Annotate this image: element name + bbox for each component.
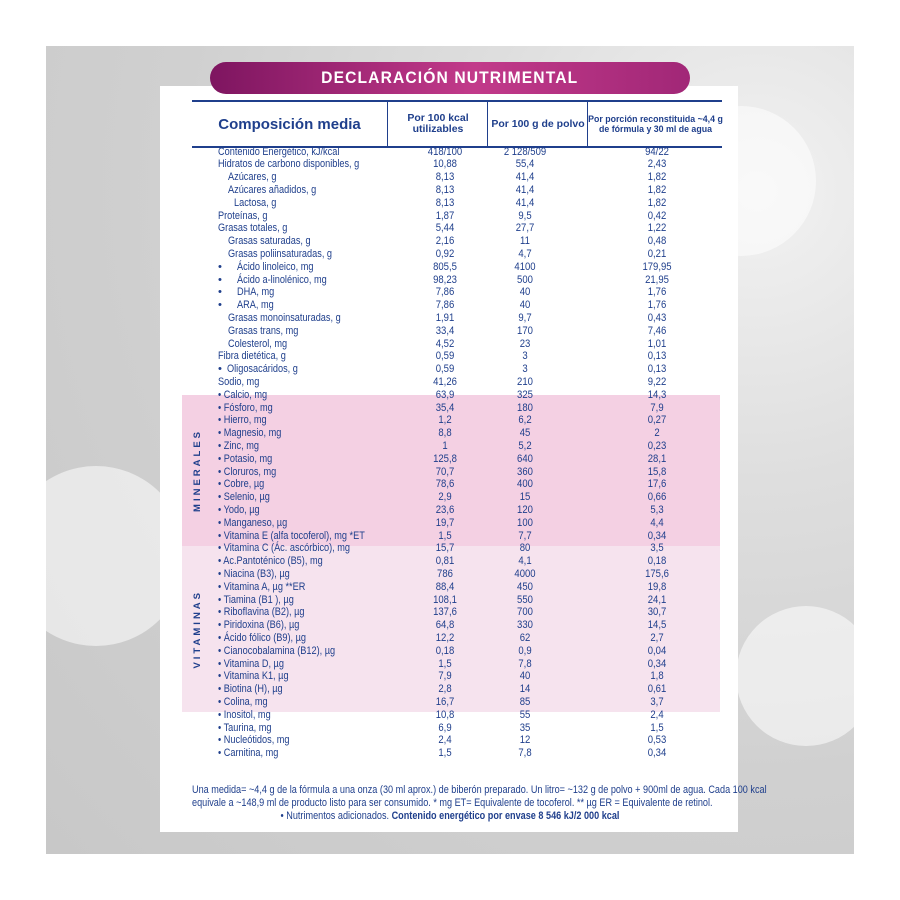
row-value-v3: 0,18	[647, 555, 667, 568]
row-label: • Vitamina K1, µg	[218, 670, 289, 683]
row-value-v3: 0,53	[647, 734, 667, 747]
row-value-v2: 3	[522, 363, 528, 376]
row-label: • Vitamina D, µg	[218, 657, 284, 670]
row-value-v1: 8,13	[435, 183, 455, 196]
row-value-v1: 1,5	[438, 747, 452, 760]
row-value-v2: 55	[519, 708, 531, 721]
row-value-v2: 41,4	[515, 196, 535, 209]
row-value-v1: 8,8	[438, 427, 452, 440]
row-value-v3: 17,6	[647, 478, 667, 491]
row-value-v3: 28,1	[647, 452, 667, 465]
table-row	[0, 606, 900, 619]
table-row	[0, 427, 900, 440]
row-value-v2: 2 128/509	[503, 145, 547, 158]
table-row	[0, 235, 900, 248]
table-row	[0, 683, 900, 696]
row-value-v2: 360	[517, 465, 533, 478]
row-label: Proteínas, g	[218, 209, 268, 222]
row-label: • Ácido fólico (B9), µg	[218, 631, 307, 644]
row-value-v2: 14	[519, 683, 531, 696]
row-label: • Potasio, mg	[218, 452, 273, 465]
row-value-v1: 41,26	[433, 375, 457, 388]
table-row	[0, 734, 900, 747]
footer-notes	[150, 784, 767, 823]
row-value-v3: 1,82	[647, 171, 667, 184]
row-value-v2: 450	[517, 580, 533, 593]
row-value-v3: 9,22	[647, 375, 667, 388]
row-value-v1: 1,87	[435, 209, 455, 222]
row-label: • Cianocobalamina (B12), µg	[218, 644, 336, 657]
row-value-v3: 179,95	[642, 260, 672, 273]
row-value-v2: 41,4	[515, 183, 535, 196]
row-label: Azúcares añadidos, g	[228, 183, 317, 196]
page-title: DECLARACIÓN NUTRIMENTAL	[321, 68, 579, 87]
row-value-v1: 4,52	[435, 337, 455, 350]
row-label: • Cobre, µg	[218, 478, 265, 491]
row-label: • Cloruros, mg	[218, 465, 277, 478]
row-value-v1: 70,7	[435, 465, 455, 478]
row-value-v1: 12,2	[435, 631, 455, 644]
row-value-v3: 94/22	[645, 145, 669, 158]
row-label: • Zinc, mg	[218, 439, 259, 452]
row-value-v1: 0,59	[435, 350, 455, 363]
row-label: • Piridoxina (B6), µg	[218, 619, 300, 632]
row-label: • Biotina (H), µg	[218, 683, 283, 696]
row-label: • Nucleótidos, mg	[218, 734, 290, 747]
row-value-v3: 1,76	[647, 286, 667, 299]
row-value-v1: 0,59	[435, 363, 455, 376]
row-value-v2: 40	[519, 670, 531, 683]
row-value-v3: 7,9	[650, 401, 664, 414]
row-label: • Vitamina C (Ác. ascórbico), mg	[218, 542, 351, 555]
row-value-v2: 9,7	[518, 311, 532, 324]
row-label: DHA, mg	[237, 286, 275, 299]
table-row	[0, 274, 900, 287]
table-row	[0, 491, 900, 504]
row-value-v1: 16,7	[435, 695, 455, 708]
bullet-icon: •	[218, 363, 222, 376]
row-label: Grasas poliinsaturadas, g	[228, 247, 333, 260]
row-value-v2: 325	[517, 388, 533, 401]
row-value-v2: 180	[517, 401, 533, 414]
table-row	[0, 389, 900, 402]
bullet-icon: •	[218, 286, 222, 299]
row-value-v2: 120	[517, 503, 533, 516]
row-value-v1: 2,8	[438, 683, 452, 696]
minerales-label: MINERALES	[191, 429, 203, 512]
row-label: Lactosa, g	[234, 196, 277, 209]
row-label: • Inositol, mg	[218, 708, 271, 721]
row-value-v1: 19,7	[435, 516, 455, 529]
row-label: • Taurina, mg	[218, 721, 272, 734]
table-header	[192, 100, 722, 148]
bullet-icon: •	[218, 260, 222, 273]
row-value-v2: 0,9	[518, 644, 532, 657]
row-value-v2: 330	[517, 619, 533, 632]
table-row	[0, 210, 900, 223]
row-value-v1: 15,7	[435, 542, 455, 555]
row-value-v2: 85	[519, 695, 531, 708]
table-row	[0, 594, 900, 607]
row-label: • Colina, mg	[218, 695, 268, 708]
row-value-v3: 0,13	[647, 363, 667, 376]
table-row	[0, 197, 900, 210]
row-value-v2: 400	[517, 478, 533, 491]
row-value-v3: 0,23	[647, 439, 667, 452]
row-value-v3: 0,48	[647, 235, 667, 248]
row-label: Ácido linoleico, mg	[237, 260, 314, 273]
row-value-v3: 0,34	[647, 529, 667, 542]
row-value-v2: 40	[519, 299, 531, 312]
row-value-v3: 0,61	[647, 683, 667, 696]
row-value-v3: 7,46	[647, 324, 667, 337]
row-value-v1: 7,9	[438, 670, 452, 683]
row-value-v3: 1,01	[647, 337, 667, 350]
row-value-v2: 35	[519, 721, 531, 734]
row-value-v2: 640	[517, 452, 533, 465]
row-value-v3: 5,3	[650, 503, 664, 516]
row-value-v3: 14,3	[647, 388, 667, 401]
row-label: Grasas totales, g	[218, 222, 288, 235]
row-value-v2: 12	[519, 734, 531, 747]
row-value-v1: 418/100	[427, 145, 463, 158]
row-value-v3: 1,22	[647, 222, 667, 235]
row-value-v2: 9,5	[518, 209, 532, 222]
table-row	[0, 350, 900, 363]
row-label: Grasas monoinsaturadas, g	[228, 311, 341, 324]
row-value-v3: 3,7	[650, 695, 664, 708]
table-row	[0, 325, 900, 338]
table-row	[0, 696, 900, 709]
row-value-v2: 210	[517, 375, 533, 388]
footer-line-2: equivale a ~148,9 ml de producto listo para ser consumido. * mg ET= Equivalente de tocoferol. ** µg ER = Equivalente de retinol.	[192, 797, 713, 809]
row-label: • Ac.Pantoténico (B5), mg	[218, 555, 323, 568]
row-value-v1: 33,4	[435, 324, 455, 337]
row-value-v1: 35,4	[435, 401, 455, 414]
table-row	[0, 709, 900, 722]
row-value-v1: 1,5	[438, 529, 452, 542]
row-value-v3: 3,5	[650, 542, 664, 555]
row-value-v1: 10,88	[433, 158, 457, 171]
vitaminas-label: VITAMINAS	[191, 589, 203, 669]
table-row	[0, 363, 900, 376]
row-value-v2: 27,7	[515, 222, 535, 235]
row-value-v1: 125,8	[433, 452, 457, 465]
row-value-v3: 2,7	[650, 631, 664, 644]
row-value-v1: 7,86	[435, 299, 455, 312]
row-value-v2: 62	[519, 631, 531, 644]
row-label: • Calcio, mg	[218, 388, 268, 401]
row-value-v2: 4,7	[518, 247, 532, 260]
row-value-v1: 805,5	[433, 260, 457, 273]
row-label: Ácido a-linolénico, mg	[237, 273, 327, 286]
row-label: • Tiamina (B1 ), µg	[218, 593, 294, 606]
table-row	[0, 222, 900, 235]
table-row	[0, 402, 900, 415]
row-value-v3: 2	[654, 427, 660, 440]
row-value-v3: 1,82	[647, 183, 667, 196]
footer-line-3	[192, 810, 708, 823]
row-label: • Vitamina E (alfa tocoferol), mg *ET	[218, 529, 365, 542]
table-row	[0, 248, 900, 261]
table-row	[0, 555, 900, 568]
table-row	[0, 619, 900, 632]
table-row	[0, 478, 900, 491]
row-value-v3: 21,95	[645, 273, 669, 286]
row-value-v3: 2,43	[647, 158, 667, 171]
row-label: Grasas trans, mg	[228, 324, 299, 337]
row-value-v2: 170	[517, 324, 533, 337]
row-value-v1: 2,16	[435, 235, 455, 248]
row-value-v1: 6,9	[438, 721, 452, 734]
table-row	[0, 171, 900, 184]
row-value-v3: 1,82	[647, 196, 667, 209]
row-value-v2: 41,4	[515, 171, 535, 184]
row-value-v3: 30,7	[647, 606, 667, 619]
row-value-v2: 7,7	[518, 529, 532, 542]
row-label: Colesterol, mg	[228, 337, 288, 350]
header-per-portion: Por porción reconstituida ~4,4 g de fórmula y 30 ml de agua	[587, 102, 723, 146]
table-row	[0, 376, 900, 389]
row-value-v2: 40	[519, 286, 531, 299]
table-row	[0, 414, 900, 427]
row-value-v1: 2,4	[438, 734, 452, 747]
row-value-v3: 19,8	[647, 580, 667, 593]
row-value-v3: 0,42	[647, 209, 667, 222]
row-label: • Niacina (B3), µg	[218, 567, 290, 580]
row-value-v1: 1	[442, 439, 448, 452]
table-row	[0, 312, 900, 325]
row-value-v1: 0,18	[435, 644, 455, 657]
row-value-v1: 64,8	[435, 619, 455, 632]
header-per-100g: Por 100 g de polvo	[487, 102, 588, 146]
row-label: Fibra dietética, g	[218, 350, 286, 363]
row-value-v2: 55,4	[515, 158, 535, 171]
row-value-v3: 0,27	[647, 414, 667, 427]
row-value-v1: 137,6	[433, 606, 457, 619]
row-label: • Hierro, mg	[218, 414, 267, 427]
table-row	[0, 466, 900, 479]
bullet-icon: •	[218, 299, 222, 312]
footer-added-note: • Nutrimentos adicionados.	[280, 810, 392, 822]
row-value-v2: 4000	[514, 567, 536, 580]
row-value-v1: 0,81	[435, 555, 455, 568]
row-value-v3: 14,5	[647, 619, 667, 632]
footer-line-1: Una medida= ~4,4 g de la fórmula a una onza (30 ml aprox.) de biberón preparado. Un litro= ~132 g de polvo + 900ml de agua. Cada 100 kcal	[192, 784, 767, 796]
row-value-v1: 2,9	[438, 491, 452, 504]
row-value-v1: 88,4	[435, 580, 455, 593]
row-label: • Carnitina, mg	[218, 747, 279, 760]
row-value-v1: 98,23	[433, 273, 457, 286]
row-value-v1: 0,92	[435, 247, 455, 260]
row-value-v1: 1,2	[438, 414, 452, 427]
row-label: ARA, mg	[237, 299, 274, 312]
row-value-v2: 5,2	[518, 439, 532, 452]
row-value-v3: 0,34	[647, 657, 667, 670]
row-value-v3: 0,13	[647, 350, 667, 363]
row-value-v2: 4,1	[518, 555, 532, 568]
title-banner	[210, 62, 690, 94]
row-value-v2: 500	[517, 273, 533, 286]
row-value-v2: 7,8	[518, 657, 532, 670]
table-row	[0, 670, 900, 683]
table-row	[0, 632, 900, 645]
row-value-v3: 1,8	[650, 670, 664, 683]
table-row	[0, 517, 900, 530]
row-label: • Yodo, µg	[218, 503, 260, 516]
row-value-v3: 4,4	[650, 516, 664, 529]
table-row	[0, 261, 900, 274]
row-label: • Riboflavina (B2), µg	[218, 606, 305, 619]
row-value-v2: 100	[517, 516, 533, 529]
row-value-v2: 7,8	[518, 747, 532, 760]
table-row	[0, 146, 900, 159]
row-value-v3: 1,76	[647, 299, 667, 312]
table-row	[0, 453, 900, 466]
row-label: Grasas saturadas, g	[228, 235, 311, 248]
row-value-v1: 108,1	[433, 593, 457, 606]
row-value-v2: 3	[522, 350, 528, 363]
row-value-v1: 1,91	[435, 311, 455, 324]
table-row	[0, 504, 900, 517]
row-value-v2: 80	[519, 542, 531, 555]
table-row	[0, 581, 900, 594]
table-row	[0, 286, 900, 299]
row-value-v3: 0,04	[647, 644, 667, 657]
row-value-v1: 63,9	[435, 388, 455, 401]
row-label: • Manganeso, µg	[218, 516, 288, 529]
row-value-v3: 0,21	[647, 247, 667, 260]
row-value-v2: 4100	[514, 260, 536, 273]
row-value-v1: 78,6	[435, 478, 455, 491]
table-row	[0, 299, 900, 312]
table-row	[0, 645, 900, 658]
row-label: • Magnesio, mg	[218, 427, 282, 440]
row-value-v2: 23	[519, 337, 531, 350]
row-value-v2: 15	[519, 491, 531, 504]
table-row	[0, 158, 900, 171]
bullet-icon: •	[218, 273, 222, 286]
row-value-v2: 700	[517, 606, 533, 619]
table-row	[0, 440, 900, 453]
table-row	[0, 338, 900, 351]
row-value-v3: 0,34	[647, 747, 667, 760]
row-value-v2: 550	[517, 593, 533, 606]
row-value-v2: 11	[520, 235, 530, 248]
table-row	[0, 747, 900, 760]
row-value-v1: 8,13	[435, 196, 455, 209]
row-label: • Vitamina A, µg **ER	[218, 580, 306, 593]
row-value-v3: 175,6	[645, 567, 669, 580]
table-row	[0, 542, 900, 555]
row-value-v1: 8,13	[435, 171, 455, 184]
row-label: Oligosacáridos, g	[227, 363, 298, 376]
row-value-v1: 786	[437, 567, 453, 580]
row-value-v3: 0,43	[647, 311, 667, 324]
row-value-v1: 1,5	[438, 657, 452, 670]
row-value-v3: 0,66	[647, 491, 667, 504]
row-label: Sodio, mg	[218, 375, 260, 388]
row-label: • Selenio, µg	[218, 491, 270, 504]
table-row	[0, 658, 900, 671]
footer-energy-note: Contenido energético por envase 8 546 kJ/2 000 kcal	[391, 810, 620, 822]
row-value-v3: 2,4	[650, 708, 664, 721]
row-value-v1: 10,8	[435, 708, 455, 721]
row-value-v2: 45	[519, 427, 531, 440]
row-value-v1: 7,86	[435, 286, 455, 299]
table-row	[0, 530, 900, 543]
row-value-v2: 6,2	[518, 414, 532, 427]
row-value-v1: 5,44	[435, 222, 455, 235]
row-value-v3: 15,8	[647, 465, 667, 478]
row-label: Contenido Energético, kJ/kcal	[218, 145, 340, 158]
row-value-v1: 23,6	[435, 503, 455, 516]
table-row	[0, 722, 900, 735]
row-label: Hidratos de carbono disponibles, g	[218, 158, 360, 171]
row-value-v3: 24,1	[647, 593, 667, 606]
row-label: • Fósforo, mg	[218, 401, 273, 414]
header-per-100kcal: Por 100 kcal utilizables	[387, 102, 488, 146]
table-row	[0, 184, 900, 197]
row-label: Azúcares, g	[228, 171, 277, 184]
header-composition: Composición media	[218, 115, 361, 133]
row-value-v3: 1,5	[650, 721, 664, 734]
table-row	[0, 568, 900, 581]
